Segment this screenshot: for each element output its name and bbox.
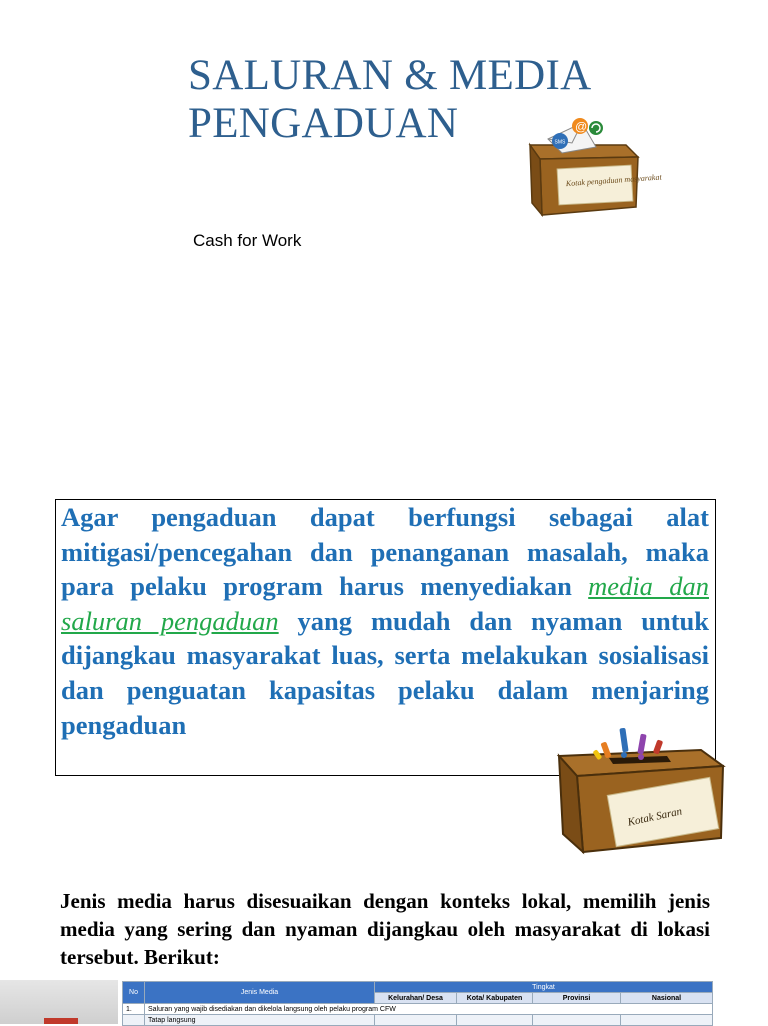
col-no: No (123, 982, 145, 1004)
sms-icon: SMS (554, 139, 566, 146)
col-level: Kelurahan/ Desa (375, 993, 457, 1004)
subtitle: Cash for Work (193, 231, 302, 250)
col-level: Kota/ Kabupaten (457, 993, 533, 1004)
image-thumbnail (0, 980, 118, 1024)
title-line-2: PENGADUAN (188, 100, 459, 147)
table-row (123, 1015, 713, 1026)
complaint-box-illustration (522, 113, 662, 221)
callout-after: yang mudah dan nyaman untuk dijangkau masyarakat luas, serta melakukan sosialisasi dan penguatan kapasitas pelaku dalam menjaring pengaduan (61, 605, 709, 740)
col-level: Nasional (621, 993, 713, 1004)
table-header-row (123, 982, 713, 993)
callout-text (61, 500, 709, 742)
row-no: 1. (123, 1004, 145, 1015)
box1-label: Kotak pengaduan masyarakat (565, 172, 662, 189)
media-table (122, 981, 713, 1026)
at-sign-icon: @ (575, 119, 588, 134)
col-tingkat: Tingkat (375, 982, 713, 993)
suggestion-box-illustration (555, 720, 727, 856)
col-media: Jenis Media (145, 982, 375, 1004)
callout-highlight: media dan saluran pengaduan (61, 571, 709, 636)
box2-label: Kotak Saran (626, 805, 684, 829)
row-media: Tatap langsung (145, 1015, 375, 1026)
row-no (123, 1015, 145, 1026)
callout-before: Agar pengaduan dapat berfungsi sebagai alat mitigasi/pencegahan dan penanganan masalah, maka para pelaku program harus menyediakan (61, 502, 709, 602)
col-level: Provinsi (533, 993, 621, 1004)
table-row (123, 1004, 713, 1015)
intro-paragraph: Jenis media harus disesuaikan dengan konteks lokal, memilih jenis media yang sering dan nyaman dijangkau oleh masyarakat di lokasi tersebut. Berikut: (60, 889, 710, 969)
title-line-1: SALURAN & MEDIA (188, 52, 592, 99)
row-media: Saluran yang wajib disediakan dan dikelola langsung oleh pelaku program CFW (145, 1004, 713, 1015)
